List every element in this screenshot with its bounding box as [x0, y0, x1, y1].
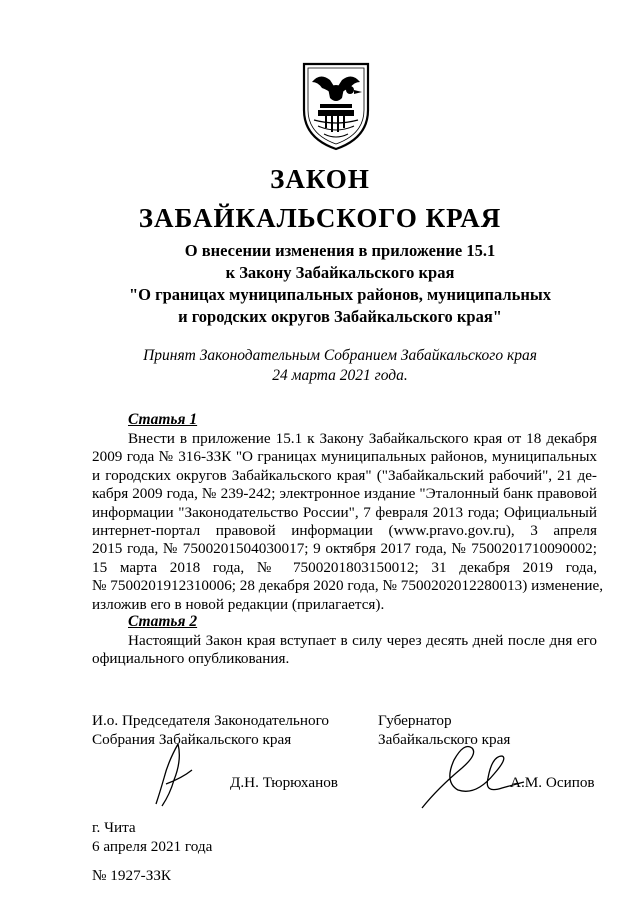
article1-line: изложив его в новой редакции (прилагается).	[92, 595, 385, 613]
article1-body	[92, 430, 604, 614]
article2-line: официального опубликования.	[92, 650, 290, 668]
subtitle-line: О внесении изменения в приложение 15.1	[184, 241, 496, 260]
city-label: г. Чита	[92, 819, 136, 836]
law-number: № 1927-ЗЗК	[92, 867, 172, 884]
left-signatory-name: Д.Н. Тюрюханов	[230, 774, 338, 791]
article1-line: № 7500201912310006; 28 декабря 2020 года, № 7500202012280013) изменение,	[92, 577, 604, 595]
subtitle-line: "О границах муниципальных районов, муниципальных	[128, 285, 552, 304]
right-signatory-name: А.М. Осипов	[510, 774, 595, 791]
place-and-date	[92, 818, 212, 856]
article1-line: и городских округов Забайкальского края" ("Забайкальский рабочий", 21 де-	[92, 466, 597, 484]
left-title-line: И.о. Председателя Законодательного	[92, 712, 330, 729]
left-title-line: Собрания Забайкальского края	[92, 731, 292, 748]
subtitle-line: к Закону Забайкальского края	[225, 263, 455, 282]
article1-heading: Статья 1	[128, 411, 198, 428]
coat-of-arms-emblem	[298, 60, 374, 152]
document-title-line2: ЗАБАЙКАЛЬСКОГО КРАЯ	[138, 203, 502, 233]
article1-line: Внести в приложение 15.1 к Закону Забайкальского края от 18 декабря	[128, 430, 597, 447]
accepted-date: 24 марта 2021 года.	[272, 367, 408, 384]
left-signature-scribble	[148, 740, 208, 810]
accepted-note	[100, 346, 580, 386]
article2-line: Настоящий Закон края вступает в силу через десять дней после дня его	[128, 632, 597, 649]
document-subtitle	[100, 240, 580, 328]
article2-body	[92, 632, 597, 669]
document-title-line1: ЗАКОН	[270, 164, 370, 194]
article1-line: 15 марта 2018 года, № 7500201803150012; 31 декабря 2019 года,	[92, 558, 597, 576]
article1-line: кабря 2009 года, № 239-242; электронное издание "Эталонный банк правовой	[92, 485, 597, 503]
article1-line: 2009 года № 316-ЗЗК "О границах муниципальных районов, муниципальных	[92, 448, 597, 466]
article2-heading: Статья 2	[128, 613, 198, 630]
accepted-line: Принят Законодательным Собранием Забайкальского края	[143, 347, 537, 364]
article1-line: информации "Законодательство России", 7 февраля 2013 года; Официальный	[92, 503, 597, 521]
left-signatory-title	[92, 711, 329, 749]
article1-line: интернет-портал правовой информации (www.pravo.gov.ru), 3 апреля	[92, 522, 597, 540]
right-title-line: Губернатор	[378, 712, 452, 729]
article1-line: 2015 года, № 7500201504030017; 9 октября 2017 года, № 7500201710090002;	[92, 540, 597, 558]
date-label: 6 апреля 2021 года	[92, 838, 213, 855]
subtitle-line: и городских округов Забайкальского края"	[178, 307, 502, 326]
right-title-line: Забайкальского края	[378, 731, 511, 748]
